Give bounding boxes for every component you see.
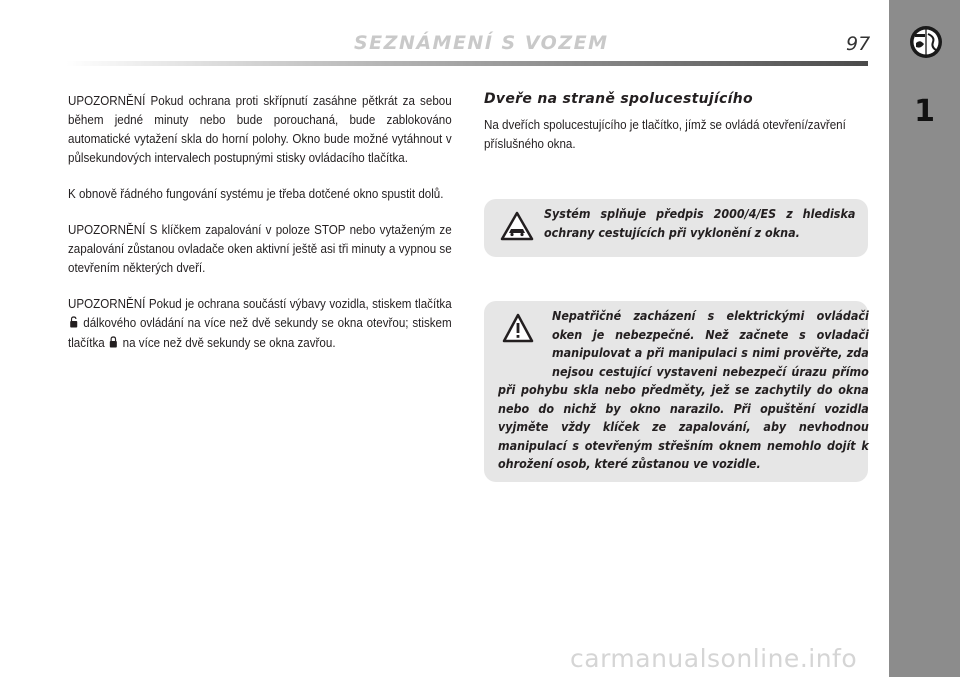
page-header-title: SEZNÁMENÍ S VOZEM <box>354 32 609 54</box>
section-heading: Dveře na straně spolucestujícího <box>484 91 753 107</box>
unlock-icon <box>70 314 78 333</box>
note-paragraph-4 <box>68 294 452 353</box>
note-paragraph-4-part-b: dálkového ovládání na více než dvě sekundy se okna otevřou; stiskem tlačítka <box>68 315 452 350</box>
warning-text-wrap <box>498 307 869 474</box>
car-warning-icon <box>500 211 534 241</box>
right-column <box>484 91 868 153</box>
left-column <box>68 91 452 370</box>
watermark: carmanualsonline.info <box>570 644 858 673</box>
chapter-number: 1 <box>914 94 935 129</box>
note-paragraph-2: K obnově řádného fungování systému je třeba dotčené okno spustit dolů. <box>68 186 444 201</box>
note-paragraph-4-part-c: na více než dvě sekundy se okna zavřou. <box>122 335 336 350</box>
page-number: 97 <box>846 33 871 55</box>
icon-spacer <box>498 307 552 364</box>
alfa-romeo-logo-icon <box>909 25 943 59</box>
warning-box <box>484 301 868 482</box>
lock-icon <box>110 334 118 353</box>
section-text: Na dveřích spolucestujícího je tlačítko, jímž se ovládá otevření/zavření příslušného okna. <box>484 117 846 151</box>
note-paragraph-4-part-a: UPOZORNĚNÍ Pokud je ochrana součástí výbavy vozidla, stiskem tlačítka <box>68 296 452 311</box>
note-paragraph-1: UPOZORNĚNÍ Pokud ochrana proti skřípnutí zasáhne pětkrát za sebou během jedné minuty nebo bude porouchaná, bude zablokováno automatické vytažení skla do horní polohy. Okno bude možné vytáhnout v půlsekundových intervalech postupnými stisky ovládacího tlačítka. <box>68 93 452 165</box>
note-paragraph-3: UPOZORNĚNÍ S klíčkem zapalování v poloze STOP nebo vytaženým ze zapalování zůstanou ovladače oken aktivní ještě asi tři minuty a vypnou se otevřením některých dveří. <box>68 222 452 275</box>
notice-box <box>484 199 868 257</box>
header-rule <box>66 61 868 66</box>
warning-text: Nepatřičné zacházení s elektrickými ovládači oken je nebezpečné. Než začnete s ovladači manipulovat a při manipulaci s nimi prověřte, zda nejsou cestující vystaveni nebezpečí úrazu přímo při pohybu skla nebo předměty, jež se zachytily do okna nebo do nichž by okno narazilo. Při opuštění vozidla vyjměte vždy klíček ze zapalování, aby nevhodnou manipulací s otevřeným střešním oknem nemohlo dojít k ohrožení osob, které zůstanou ve vozidle. <box>498 308 869 471</box>
notice-text: Systém splňuje předpis 2000/4/ES z hlediska ochrany cestujících při vyklonění z okna. <box>544 206 856 240</box>
